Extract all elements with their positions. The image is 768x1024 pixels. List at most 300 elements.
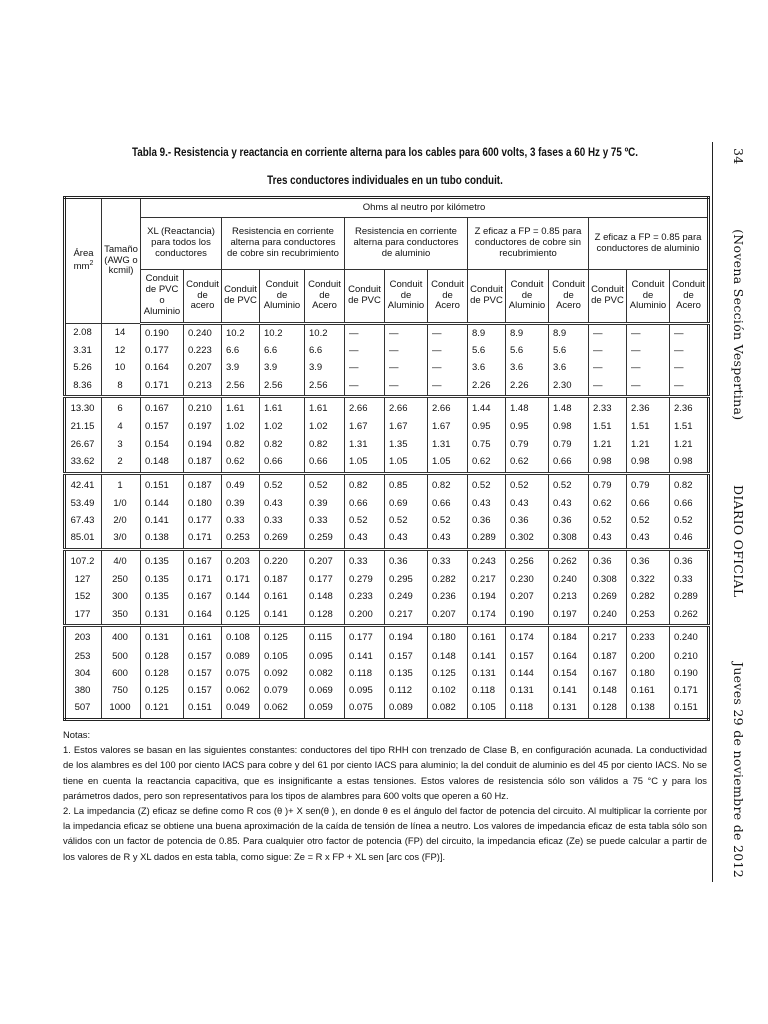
table-cell: — [627, 343, 670, 360]
table-cell: 0.39 [222, 496, 260, 513]
table-cell: 0.141 [260, 606, 305, 625]
table-cell: 0.43 [627, 530, 670, 549]
table-cell: 1.61 [222, 397, 260, 420]
table-cell: 0.187 [260, 572, 305, 589]
table-cell: 0.177 [345, 626, 385, 649]
table-cell: — [345, 324, 385, 343]
table-cell: 0.177 [305, 572, 345, 589]
table-cell: 0.082 [305, 666, 345, 683]
running-header [712, 142, 753, 882]
table-row [65, 606, 709, 625]
table-row [65, 436, 709, 453]
table-row [65, 589, 709, 606]
table-cell: 0.262 [549, 549, 589, 572]
table-cell: 0.164 [184, 606, 222, 625]
column-header: Conduit de PVC o Aluminio [141, 270, 184, 324]
table-cell: 1.61 [260, 397, 305, 420]
column-header: Conduit de Aluminio [260, 270, 305, 324]
table-cell: 1.51 [589, 419, 627, 436]
table-cell: 0.157 [141, 419, 184, 436]
table-cell: 1000 [102, 700, 141, 720]
table-cell: 0.131 [549, 700, 589, 720]
table-cell: 0.308 [549, 530, 589, 549]
table-cell: 0.154 [549, 666, 589, 683]
table-cell: 0.089 [385, 700, 428, 720]
table-cell: 0.75 [468, 436, 506, 453]
table-cell: — [345, 377, 385, 396]
table-cell: 0.075 [345, 700, 385, 720]
table-cell: 0.33 [428, 549, 468, 572]
table-cell: 0.52 [627, 513, 670, 530]
table-cell: 42.41 [65, 473, 102, 496]
table-cell: 2.30 [549, 377, 589, 396]
table-cell: 0.322 [627, 572, 670, 589]
table-cell: 0.171 [670, 683, 709, 700]
table-cell: 0.128 [589, 700, 627, 720]
table-cell: 0.236 [428, 589, 468, 606]
table-cell: — [670, 360, 709, 377]
table-cell: 0.79 [506, 436, 549, 453]
table-cell: 0.207 [428, 606, 468, 625]
table-cell: 85.01 [65, 530, 102, 549]
table-cell: 0.180 [184, 496, 222, 513]
table-cell: 1.21 [627, 436, 670, 453]
table-cell: 0.243 [468, 549, 506, 572]
table-cell: 0.148 [141, 454, 184, 473]
table-cell: 10.2 [305, 324, 345, 343]
table-cell: 12 [102, 343, 141, 360]
table-cell: — [428, 377, 468, 396]
table-cell: 0.36 [506, 513, 549, 530]
table-cell: 0.200 [345, 606, 385, 625]
table-cell: 0.282 [627, 589, 670, 606]
table-cell: 0.194 [468, 589, 506, 606]
table-cell: 3.6 [549, 360, 589, 377]
table-cell: 0.157 [184, 683, 222, 700]
table-cell: 0.167 [184, 589, 222, 606]
table-cell: — [428, 343, 468, 360]
table-cell: 0.33 [670, 572, 709, 589]
table-cell: 1.05 [345, 454, 385, 473]
table-cell: 0.82 [345, 473, 385, 496]
table-cell: 0.62 [468, 454, 506, 473]
table-cell: 0.82 [428, 473, 468, 496]
table-cell: 0.69 [385, 496, 428, 513]
table-cell: 0.112 [385, 683, 428, 700]
table-cell: 0.128 [141, 666, 184, 683]
table-cell: 0.167 [141, 397, 184, 420]
header-area-label: Área mm [73, 248, 94, 273]
table-cell: 0.148 [305, 589, 345, 606]
table-cell: 8 [102, 377, 141, 396]
table-cell: 0.269 [260, 530, 305, 549]
table-cell: 0.131 [468, 666, 506, 683]
table-cell: — [345, 343, 385, 360]
table-cell: 0.43 [589, 530, 627, 549]
table-cell: 0.36 [589, 549, 627, 572]
table-cell: 0.262 [670, 606, 709, 625]
group-header: Resistencia en corriente alterna para conductores de aluminio [345, 218, 468, 270]
table-cell: 1.51 [670, 419, 709, 436]
table-cell: 0.217 [468, 572, 506, 589]
table-cell: 0.253 [627, 606, 670, 625]
table-cell: 0.230 [506, 572, 549, 589]
table-cell: 0.161 [468, 626, 506, 649]
notes-heading: Notas: [63, 729, 91, 740]
table-cell: — [428, 324, 468, 343]
table-cell: 600 [102, 666, 141, 683]
table-cell: 0.33 [345, 549, 385, 572]
table-cell: — [385, 360, 428, 377]
table-cell: 0.52 [549, 473, 589, 496]
note-2: 2. La impedancia (Z) eficaz se define como R cos (θ )+ X sen(θ ), en donde θ es el ángulo del factor de potencia del circuito. Al multiplicar la corriente por la impedancia eficaz se obtiene una buena aproximación de la caída de tensión de línea a neutro. Los valores de impedancia eficaz de esta tabla sólo son válidos con un factor de potencia de 0.85. Para cualquier otro factor de potencia (FP) del circuito, la impedancia eficaz (Ze) se puede calcular a partir de los valores de R y XL dados en esta tabla, como sigue: Ze = R x FP + XL sen [arc cos (FP)]. [63, 805, 707, 862]
table-cell: 500 [102, 648, 141, 665]
table-cell: 0.269 [589, 589, 627, 606]
table-cell: 0.161 [260, 589, 305, 606]
section-label: (Novena Sección Vespertina) [731, 229, 747, 421]
table-cell: 0.157 [506, 648, 549, 665]
table-cell: 177 [65, 606, 102, 625]
table-cell: 0.171 [184, 530, 222, 549]
table-cell: 0.82 [222, 436, 260, 453]
table-cell: 8.9 [468, 324, 506, 343]
table-cell: 0.135 [141, 589, 184, 606]
table-row [65, 343, 709, 360]
page-number: 34 [731, 148, 747, 165]
table-cell: 0.233 [627, 626, 670, 649]
table-cell: 4 [102, 419, 141, 436]
table-cell: 1.21 [670, 436, 709, 453]
table-row [65, 683, 709, 700]
table-cell: 380 [65, 683, 102, 700]
column-header: Conduit de PVC [222, 270, 260, 324]
table-cell: 2.08 [65, 324, 102, 343]
table-cell: 0.121 [141, 700, 184, 720]
table-cell: 0.138 [627, 700, 670, 720]
table-cell: 1.02 [260, 419, 305, 436]
table-cell: 3 [102, 436, 141, 453]
table-cell: 0.66 [549, 454, 589, 473]
table-cell: — [627, 377, 670, 396]
table-cell: 1.67 [345, 419, 385, 436]
column-header: Conduit de Acero [305, 270, 345, 324]
table-cell: 53.49 [65, 496, 102, 513]
table-cell: 0.240 [670, 626, 709, 649]
table-title: Tabla 9.- Resistencia y reactancia en corriente alterna para los cables para 600 volts, 3 fases a 60 Hz y 75 ºC. [131, 145, 639, 159]
table-cell: — [589, 324, 627, 343]
table-cell: 0.36 [627, 549, 670, 572]
table-cell: 0.240 [184, 324, 222, 343]
table-cell: 0.259 [305, 530, 345, 549]
table-cell: — [428, 360, 468, 377]
table-cell: 0.157 [184, 648, 222, 665]
table-cell: 0.52 [305, 473, 345, 496]
table-cell: 0.118 [506, 700, 549, 720]
table-cell: 6.6 [305, 343, 345, 360]
table-cell: 0.207 [305, 549, 345, 572]
impedance-table [63, 196, 710, 721]
table-row [65, 549, 709, 572]
table-cell: 0.52 [670, 513, 709, 530]
table-cell: — [385, 343, 428, 360]
header-area-superscript: 2 [89, 259, 94, 267]
table-cell: 0.082 [428, 700, 468, 720]
table-cell: 1.31 [428, 436, 468, 453]
column-header: Conduit de PVC [468, 270, 506, 324]
table-cell: 0.98 [549, 419, 589, 436]
header-size: Tamaño (AWG o kcmil) [102, 198, 141, 324]
table-cell: 0.43 [468, 496, 506, 513]
table-cell: 0.62 [222, 454, 260, 473]
table-cell: 0.180 [627, 666, 670, 683]
table-cell: 0.171 [222, 572, 260, 589]
table-cell: 0.82 [670, 473, 709, 496]
table-cell: 0.33 [260, 513, 305, 530]
table-cell: 0.148 [428, 648, 468, 665]
table-cell: 0.187 [184, 473, 222, 496]
column-header: Conduit de PVC [589, 270, 627, 324]
table-cell: 0.184 [549, 626, 589, 649]
table-cell: 0.36 [670, 549, 709, 572]
table-cell: 5.26 [65, 360, 102, 377]
table-cell: 10.2 [260, 324, 305, 343]
table-cell: 21.15 [65, 419, 102, 436]
table-cell: 0.295 [385, 572, 428, 589]
table-cell: 0.66 [670, 496, 709, 513]
table-cell: 8.9 [506, 324, 549, 343]
table-cell: 6.6 [222, 343, 260, 360]
table-cell: 0.171 [184, 572, 222, 589]
table-cell: 0.210 [670, 648, 709, 665]
table-cell: 2 [102, 454, 141, 473]
table-cell: 300 [102, 589, 141, 606]
table-cell: 0.135 [141, 549, 184, 572]
table-cell: 0.118 [345, 666, 385, 683]
table-cell: 26.67 [65, 436, 102, 453]
table-cell: 750 [102, 683, 141, 700]
group-header: Z eficaz a FP = 0.85 para conductores de aluminio [589, 218, 709, 270]
table-cell: 1 [102, 473, 141, 496]
column-header: Conduit de acero [184, 270, 222, 324]
table-cell: 1.51 [627, 419, 670, 436]
table-cell: 0.36 [385, 549, 428, 572]
table-cell: 3.6 [468, 360, 506, 377]
table-cell: 0.151 [670, 700, 709, 720]
table-cell: 0.190 [670, 666, 709, 683]
table-cell: 3/0 [102, 530, 141, 549]
column-header: Conduit de Acero [428, 270, 468, 324]
group-header: Z eficaz a FP = 0.85 para conductores de cobre sin recubrimiento [468, 218, 589, 270]
table-cell: 0.240 [589, 606, 627, 625]
table-cell: 0.062 [222, 683, 260, 700]
column-header: Conduit de Aluminio [627, 270, 670, 324]
table-cell: — [589, 377, 627, 396]
table-cell: 6.6 [260, 343, 305, 360]
table-cell: 0.66 [305, 454, 345, 473]
table-cell: 0.131 [141, 606, 184, 625]
table-cell: 0.52 [506, 473, 549, 496]
table-cell: 0.125 [141, 683, 184, 700]
table-cell: 0.164 [549, 648, 589, 665]
table-cell: — [589, 360, 627, 377]
table-row [65, 572, 709, 589]
table-cell: 2.66 [385, 397, 428, 420]
table-cell: 0.52 [589, 513, 627, 530]
table-cell: 1.67 [428, 419, 468, 436]
table-cell: 5.6 [549, 343, 589, 360]
table-cell: 0.62 [589, 496, 627, 513]
table-cell: 0.33 [222, 513, 260, 530]
table-cell: 0.43 [260, 496, 305, 513]
table-cell: 0.049 [222, 700, 260, 720]
table-row [65, 626, 709, 649]
table-cell: 0.85 [385, 473, 428, 496]
table-cell: 0.131 [141, 626, 184, 649]
table-cell: 0.36 [468, 513, 506, 530]
table-cell: 2.26 [468, 377, 506, 396]
table-cell: 13.30 [65, 397, 102, 420]
table-cell: 8.36 [65, 377, 102, 396]
table-cell: 0.190 [506, 606, 549, 625]
table-cell: 0.079 [260, 683, 305, 700]
table-cell: 0.43 [345, 530, 385, 549]
table-cell: — [670, 377, 709, 396]
table-cell: 0.210 [184, 397, 222, 420]
table-cell: 1.02 [305, 419, 345, 436]
table-cell: 0.203 [222, 549, 260, 572]
table-cell: 0.141 [345, 648, 385, 665]
table-cell: 2/0 [102, 513, 141, 530]
table-cell: 2.33 [589, 397, 627, 420]
table-cell: 0.144 [222, 589, 260, 606]
table-cell: 2.66 [428, 397, 468, 420]
table-cell: 0.125 [428, 666, 468, 683]
table-cell: 0.79 [549, 436, 589, 453]
table-cell: 0.128 [141, 648, 184, 665]
table-cell: 3.31 [65, 343, 102, 360]
table-cell: 0.174 [468, 606, 506, 625]
table-cell: 1.67 [385, 419, 428, 436]
table-cell: 2.66 [345, 397, 385, 420]
table-cell: 1.61 [305, 397, 345, 420]
table-cell: 0.187 [589, 648, 627, 665]
table-cell: 0.187 [184, 454, 222, 473]
table-cell: 0.43 [506, 496, 549, 513]
table-cell: 0.66 [345, 496, 385, 513]
table-cell: 0.279 [345, 572, 385, 589]
table-cell: 0.62 [506, 454, 549, 473]
table-cell: 0.141 [141, 513, 184, 530]
table-cell: 0.177 [184, 513, 222, 530]
table-row [65, 666, 709, 683]
table-cell: 0.167 [589, 666, 627, 683]
group-header: Resistencia en corriente alterna para conductores de cobre sin recubrimiento [222, 218, 345, 270]
table-cell: 0.49 [222, 473, 260, 496]
table-cell: 350 [102, 606, 141, 625]
table-cell: 0.82 [305, 436, 345, 453]
table-cell: 507 [65, 700, 102, 720]
table-cell: 4/0 [102, 549, 141, 572]
table-cell: 0.66 [627, 496, 670, 513]
column-header: Conduit de Acero [670, 270, 709, 324]
table-cell: 0.144 [506, 666, 549, 683]
table-cell: 0.075 [222, 666, 260, 683]
table-cell: 0.151 [141, 473, 184, 496]
column-header: Conduit de Acero [549, 270, 589, 324]
table-cell: 0.79 [627, 473, 670, 496]
table-cell: 0.131 [506, 683, 549, 700]
table-cell: 67.43 [65, 513, 102, 530]
table-cell: — [589, 343, 627, 360]
table-cell: 5.6 [506, 343, 549, 360]
table-cell: 1.05 [428, 454, 468, 473]
table-cell: 0.98 [627, 454, 670, 473]
table-cell: 3.9 [222, 360, 260, 377]
table-cell: — [385, 324, 428, 343]
table-cell: 1/0 [102, 496, 141, 513]
table-cell: 127 [65, 572, 102, 589]
table-cell: 0.66 [428, 496, 468, 513]
table-cell: 1.48 [549, 397, 589, 420]
group-header: XL (Reactancia) para todos los conductores [141, 218, 222, 270]
table-row [65, 360, 709, 377]
column-header: Conduit de Aluminio [506, 270, 549, 324]
table-cell: 1.21 [589, 436, 627, 453]
publication-date: Jueves 29 de noviembre de 2012 [731, 662, 747, 878]
table-container [63, 196, 707, 721]
table-cell: 0.43 [385, 530, 428, 549]
table-cell: 0.256 [506, 549, 549, 572]
table-cell: 0.115 [305, 626, 345, 649]
table-cell: 1.05 [385, 454, 428, 473]
table-cell: 0.151 [184, 700, 222, 720]
table-row [65, 324, 709, 343]
table-cell: 0.98 [589, 454, 627, 473]
table-row [65, 419, 709, 436]
table-row [65, 648, 709, 665]
table-cell: 0.105 [260, 648, 305, 665]
table-cell: 0.180 [428, 626, 468, 649]
table-cell: 0.36 [549, 513, 589, 530]
table-cell: 0.095 [305, 648, 345, 665]
table-cell: 2.56 [260, 377, 305, 396]
table-cell: 1.02 [222, 419, 260, 436]
table-cell: 0.282 [428, 572, 468, 589]
table-cell: 0.217 [589, 626, 627, 649]
column-header: Conduit de PVC [345, 270, 385, 324]
table-cell: 14 [102, 324, 141, 343]
table-cell: 1.44 [468, 397, 506, 420]
table-cell: 0.223 [184, 343, 222, 360]
table-cell: 0.125 [222, 606, 260, 625]
table-cell: 0.95 [468, 419, 506, 436]
table-row [65, 530, 709, 549]
header-ohms: Ohms al neutro por kilómetro [141, 198, 709, 218]
table-cell: 0.105 [468, 700, 506, 720]
table-cell: 0.135 [141, 572, 184, 589]
table-cell: 0.79 [589, 473, 627, 496]
table-cell: 0.52 [385, 513, 428, 530]
table-cell: 0.200 [627, 648, 670, 665]
table-cell: 0.302 [506, 530, 549, 549]
table-cell: 253 [65, 648, 102, 665]
table-cell: 5.6 [468, 343, 506, 360]
table-cell: 0.197 [184, 419, 222, 436]
table-cell: 0.289 [670, 589, 709, 606]
table-cell: 0.141 [468, 648, 506, 665]
table-cell: 2.56 [222, 377, 260, 396]
table-cell: 0.141 [549, 683, 589, 700]
